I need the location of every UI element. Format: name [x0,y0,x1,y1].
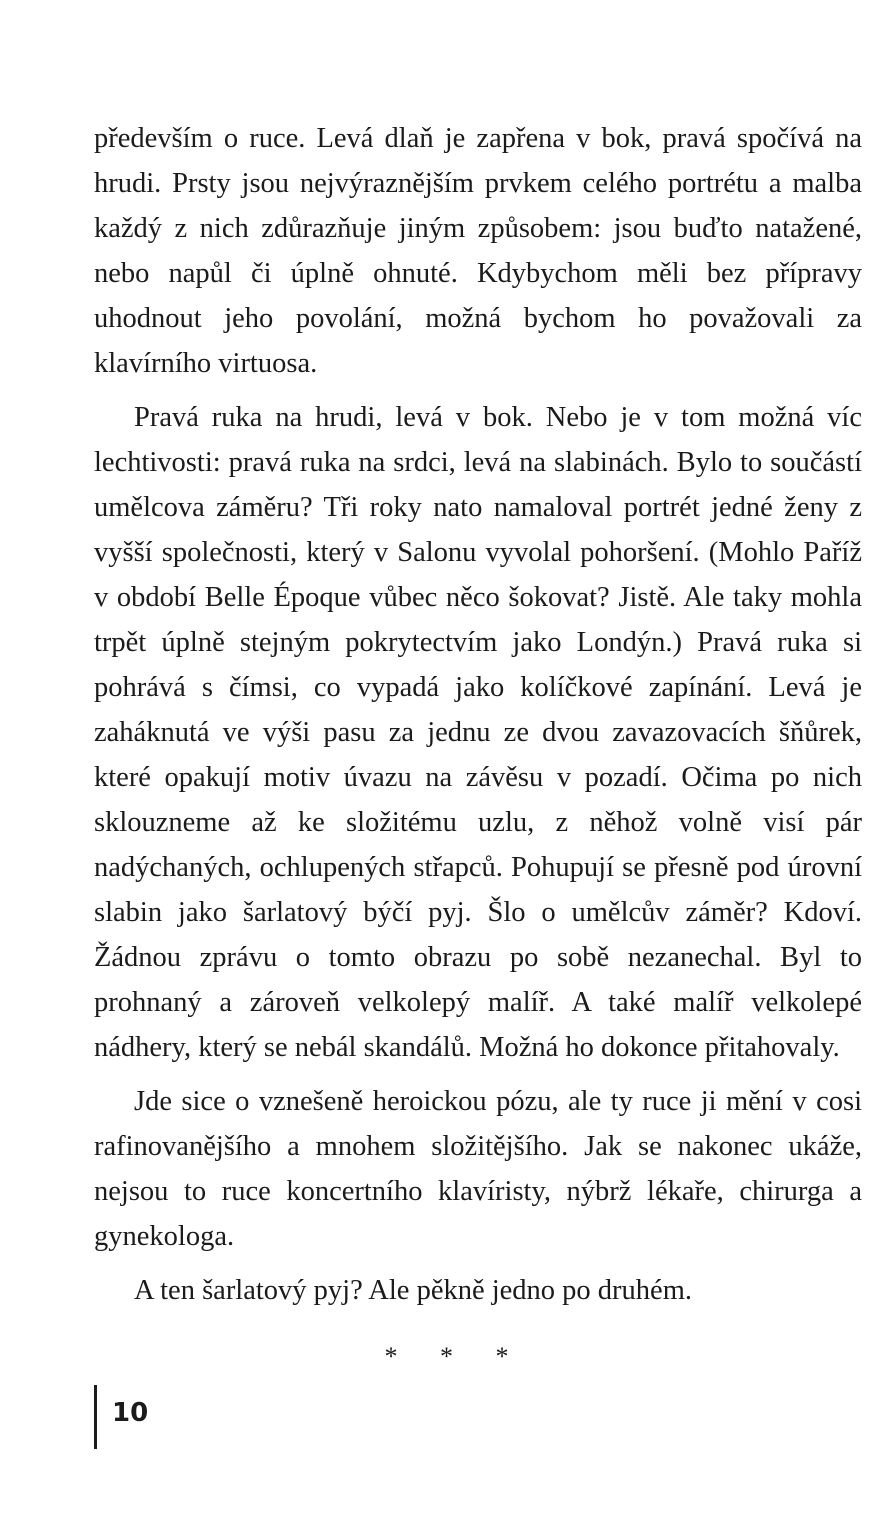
paragraph-4: A ten šarlatový pyj? Ale pěkně jedno po druhém. [134,1275,692,1306]
paragraph-3: Jde sice o vznešeně heroickou pózu, ale ty ruce ji mění v cosi rafinovanějšího a mnohem složitějšího. Jak se nakonec ukáže, nejsou to ruce koncertního klavíristy, nýbrž lékaře, chirurga a gynekologa. [94,1086,862,1252]
paragraph-1: především o ruce. Levá dlaň je zapřena v bok, pravá spočívá na hrudi. Prsty jsou nejvýraznějším prvkem celého portrétu a malba každý z nich zdůrazňuje jiným způsobem: jsou buďto natažené, nebo napůl či úplně ohnuté. Kdybychom měli bez přípravy uhodnout jeho povolání, možná bychom ho považovali za klavírního virtuosa. [94,123,862,379]
paragraph-2: Pravá ruka na hrudi, levá v bok. Nebo je v tom možná víc lechtivosti: pravá ruka na srdci, levá na slabinách. Bylo to součástí umělcova záměru? Tři roky nato namaloval portrét jedné ženy z vyšší společnosti, který v Salonu vyvolal pohoršení. (Mohlo Paříž v období Belle Époque vůbec něco šokovat? Jistě. Ale taky mohla trpět úplně stejným pokrytectvím jako Londýn.) Pravá ruka si pohrává s čímsi, co vypadá jako kolíčkové zapínání. Levá je zaháknutá ve výši pasu za jednu ze dvou zavazovacích šňůrek, které opakují motiv úvazu na závěsu v pozadí. Očima po nich sklouzneme až ke složitému uzlu, z něhož volně visí pár nadýchaných, ochlupených střapců. Pohupují se přesně pod úrovní slabin jako šarlatový býčí pyj. Šlo o umělcův záměr? Kdoví. Žádnou zprávu o tomto obrazu po sobě nezanechal. Byl to prohnaný a zároveň velkolepý malíř. A také malíř velkolepé nádhery, který se nebál skandálů. Možná ho dokonce přitahovaly. [94,402,862,1063]
page-number-rule [94,1385,97,1449]
section-separator: * * * [384,1342,527,1371]
body-text [94,116,862,1322]
page-number: 10 [112,1398,149,1428]
